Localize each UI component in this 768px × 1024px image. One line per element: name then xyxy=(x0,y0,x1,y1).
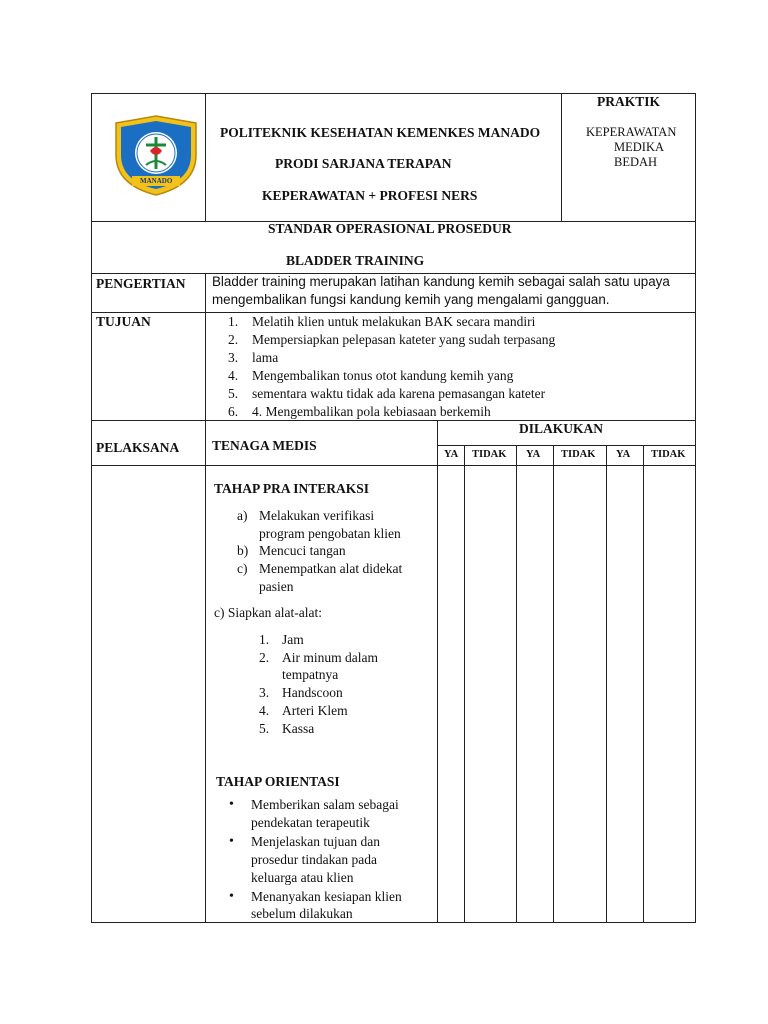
divider xyxy=(437,420,438,466)
tujuan-item-1: Melatih klien untuk melakukan BAK secara mandiri xyxy=(252,314,536,329)
praktik-line-2: MEDIKA xyxy=(614,140,664,154)
tujuan-num-2: 2. xyxy=(228,332,239,347)
pra-item-c-line-1: Menempatkan alat didekat xyxy=(259,561,403,576)
tool-1-line-1: Jam xyxy=(282,632,304,647)
tool-num-2: 2. xyxy=(259,650,270,665)
orientasi-item-2-line-2: prosedur tindakan pada xyxy=(251,852,377,867)
divider xyxy=(205,465,206,923)
orientasi-item-3-line-1: Menanyakan kesiapan klien xyxy=(251,889,402,904)
tujuan-item-6: 4. Mengembalikan pola kebiasaan berkemih xyxy=(252,404,491,419)
dilakukan-label: DILAKUKAN xyxy=(519,421,604,436)
sop-subtitle: BLADDER TRAINING xyxy=(286,253,425,268)
pengertian-line-2: mengembalikan fungsi kandung kemih yang mengalami gangguan. xyxy=(212,292,610,307)
orientasi-item-1-line-2: pendekatan terapeutik xyxy=(251,815,370,830)
sop-title: STANDAR OPERASIONAL PROSEDUR xyxy=(268,221,512,236)
orientasi-item-2-line-1: Menjelaskan tujuan dan xyxy=(251,834,380,849)
tujuan-num-5: 5. xyxy=(228,386,239,401)
pra-item-c-line-2: pasien xyxy=(259,579,294,594)
siapkan-alat: c) Siapkan alat-alat: xyxy=(214,605,322,620)
institution-name: POLITEKNIK KESEHATAN KEMENKES MANADO xyxy=(220,125,541,140)
divider xyxy=(205,312,206,421)
bullet-icon: • xyxy=(229,834,234,849)
col-header-tidak-1: TIDAK xyxy=(472,449,507,460)
tahap-pra-title: TAHAP PRA INTERAKSI xyxy=(214,481,370,496)
pengertian-line-1: Bladder training merupakan latihan kandung kemih sebagai salah satu upaya xyxy=(212,274,670,289)
divider xyxy=(561,93,562,222)
pengertian-label: PENGERTIAN xyxy=(96,276,186,291)
pra-item-a-line-1: Melakukan verifikasi xyxy=(259,508,375,523)
tool-2-line-1: Air minum dalam xyxy=(282,650,378,665)
orientasi-item-3-line-2: sebelum dilakukan xyxy=(251,906,353,921)
pra-marker-a: a) xyxy=(237,508,248,523)
col-header-ya-1: YA xyxy=(444,449,459,460)
tujuan-item-5: sementara waktu tidak ada karena pemasangan kateter xyxy=(252,386,546,401)
pra-marker-c: c) xyxy=(237,561,248,576)
orientasi-item-2-line-3: keluarga atau klien xyxy=(251,870,354,885)
tool-num-4: 4. xyxy=(259,703,270,718)
pra-item-b-line-1: Mencuci tangan xyxy=(259,543,346,558)
tenaga-medis-label: TENAGA MEDIS xyxy=(212,438,317,453)
tool-num-1: 1. xyxy=(259,632,270,647)
tujuan-num-4: 4. xyxy=(228,368,239,383)
col-header-ya-2: YA xyxy=(526,449,541,460)
tujuan-item-2: Mempersiapkan pelepasan kateter yang sudah terpasang xyxy=(252,332,556,347)
col-header-ya-3: YA xyxy=(616,449,631,460)
tool-num-3: 3. xyxy=(259,685,270,700)
divider xyxy=(205,273,206,313)
tujuan-item-3: lama xyxy=(252,350,279,365)
major-name: KEPERAWATAN + PROFESI NERS xyxy=(262,188,478,203)
bullet-icon: • xyxy=(229,889,234,904)
orientasi-item-1-line-1: Memberikan salam sebagai xyxy=(251,797,399,812)
tujuan-label: TUJUAN xyxy=(96,314,151,329)
tujuan-num-6: 6. xyxy=(228,404,239,419)
tahap-orientasi-title: TAHAP ORIENTASI xyxy=(216,774,340,789)
bullet-icon: • xyxy=(229,797,234,812)
praktik-label: PRAKTIK xyxy=(597,94,661,109)
divider xyxy=(437,465,438,923)
tujuan-num-1: 1. xyxy=(228,314,239,329)
pra-item-a-line-2: program pengobatan klien xyxy=(259,526,401,541)
tujuan-num-3: 3. xyxy=(228,350,239,365)
tool-num-5: 5. xyxy=(259,721,270,736)
tool-5-line-1: Kassa xyxy=(282,721,315,736)
col-header-tidak-2: TIDAK xyxy=(561,449,596,460)
tool-2-line-2: tempatnya xyxy=(282,667,339,682)
tool-4-line-1: Arteri Klem xyxy=(282,703,348,718)
tool-3-line-1: Handscoon xyxy=(282,685,343,700)
praktik-line-1: KEPERAWATAN xyxy=(586,125,677,139)
pelaksana-label: PELAKSANA xyxy=(96,440,180,455)
praktik-line-3: BEDAH xyxy=(614,155,658,169)
logo-text-manado: MANADO xyxy=(140,177,173,185)
program-name: PRODI SARJANA TERAPAN xyxy=(275,156,452,171)
divider xyxy=(205,420,206,466)
pra-marker-b: b) xyxy=(237,543,249,558)
divider xyxy=(205,93,206,222)
tujuan-item-4: Mengembalikan tonus otot kandung kemih yang xyxy=(252,368,514,383)
col-header-tidak-3: TIDAK xyxy=(651,449,686,460)
